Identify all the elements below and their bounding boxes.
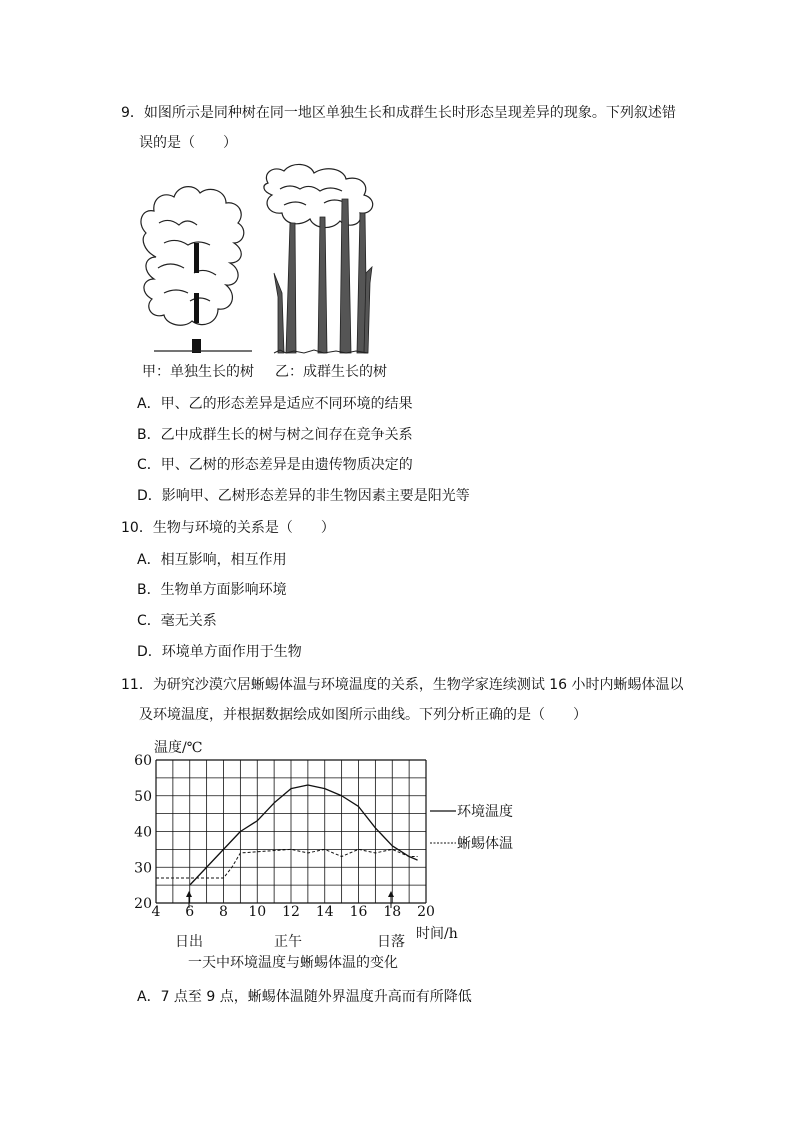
caption-yi: 乙：成群生长的树 [275,364,387,380]
sunset-label: 日落 [377,934,405,950]
chart-title: 一天中环境温度与蜥蜴体温的变化 [188,955,398,971]
chart-grid [156,760,426,903]
x-tick-label: 14 [315,904,334,920]
sunrise-label: 日出 [175,934,203,950]
y-tick-label: 60 [134,753,152,769]
q9-stem-line2: 误的是（ ） [139,135,237,151]
grouped-trees-illustration [264,164,373,227]
q10-option-c: C．毫无关系 [137,613,217,629]
x-tick-label: 18 [383,904,402,920]
x-tick-label: 12 [282,904,300,920]
q9-stem-line1: 9．如图所示是同种树在同一地区单独生长和成群生长时形态呈现差异的现象。下列叙述错 [121,105,676,121]
q9-option-d: D．影响甲、乙树形态差异的非生物因素主要是阳光等 [137,488,470,504]
series-lizard-temp-line [156,849,418,878]
lone-tree-trunk-middle [194,293,199,323]
legend-env-temp: 环境温度 [457,804,513,820]
x-tick-label: 16 [349,904,368,920]
q9-option-c: C．甲、乙树的形态差异是由遗传物质决定的 [137,457,413,473]
q11-stem-line2: 及环境温度，并根据数据绘成如图所示曲线。下列分析正确的是（ ） [139,707,587,723]
x-tick-label: 8 [219,904,228,920]
temperature-chart [130,735,550,975]
x-tick-label: 6 [185,904,195,920]
y-tick-label: 40 [134,824,152,841]
tree-figure [134,163,404,363]
q10-option-b: B．生物单方面影响环境 [137,582,287,598]
x-tick-label: 20 [417,904,435,920]
noon-label: 正午 [274,934,302,950]
q10-option-a: A．相互影响，相互作用 [137,552,287,568]
q9-option-a: A．甲、乙的形态差异是适应不同环境的结果 [137,396,413,412]
y-tick-label: 30 [134,860,152,877]
x-tick-label: 10 [248,904,267,920]
legend-lizard-temp: 蜥蜴体温 [457,836,513,852]
q10-option-d: D．环境单方面作用于生物 [137,644,302,660]
q10-stem: 10．生物与环境的关系是（ ） [121,520,335,536]
y-tick-label: 20 [134,896,152,912]
chart-ylabel: 温度/℃ [154,740,203,756]
q9-option-b: B．乙中成群生长的树与树之间存在竞争关系 [137,427,413,443]
chart-xlabel: 时间/h [416,926,458,942]
series-env-temp-line [190,785,418,885]
lone-tree-illustration [141,187,244,326]
caption-jia: 甲：单独生长的树 [142,364,254,380]
q11-option-a: A．7 点至 9 点，蜥蜴体温随外界温度升高而有所降低 [137,989,472,1005]
y-tick-label: 50 [134,788,152,805]
lone-tree-trunk-upper [194,243,199,273]
q11-stem-line1: 11．为研究沙漠穴居蜥蜴体温与环境温度的关系，生物学家连续测试 16 小时内蜥蜴体温以 [121,677,684,693]
x-tick-label: 4 [151,904,161,920]
